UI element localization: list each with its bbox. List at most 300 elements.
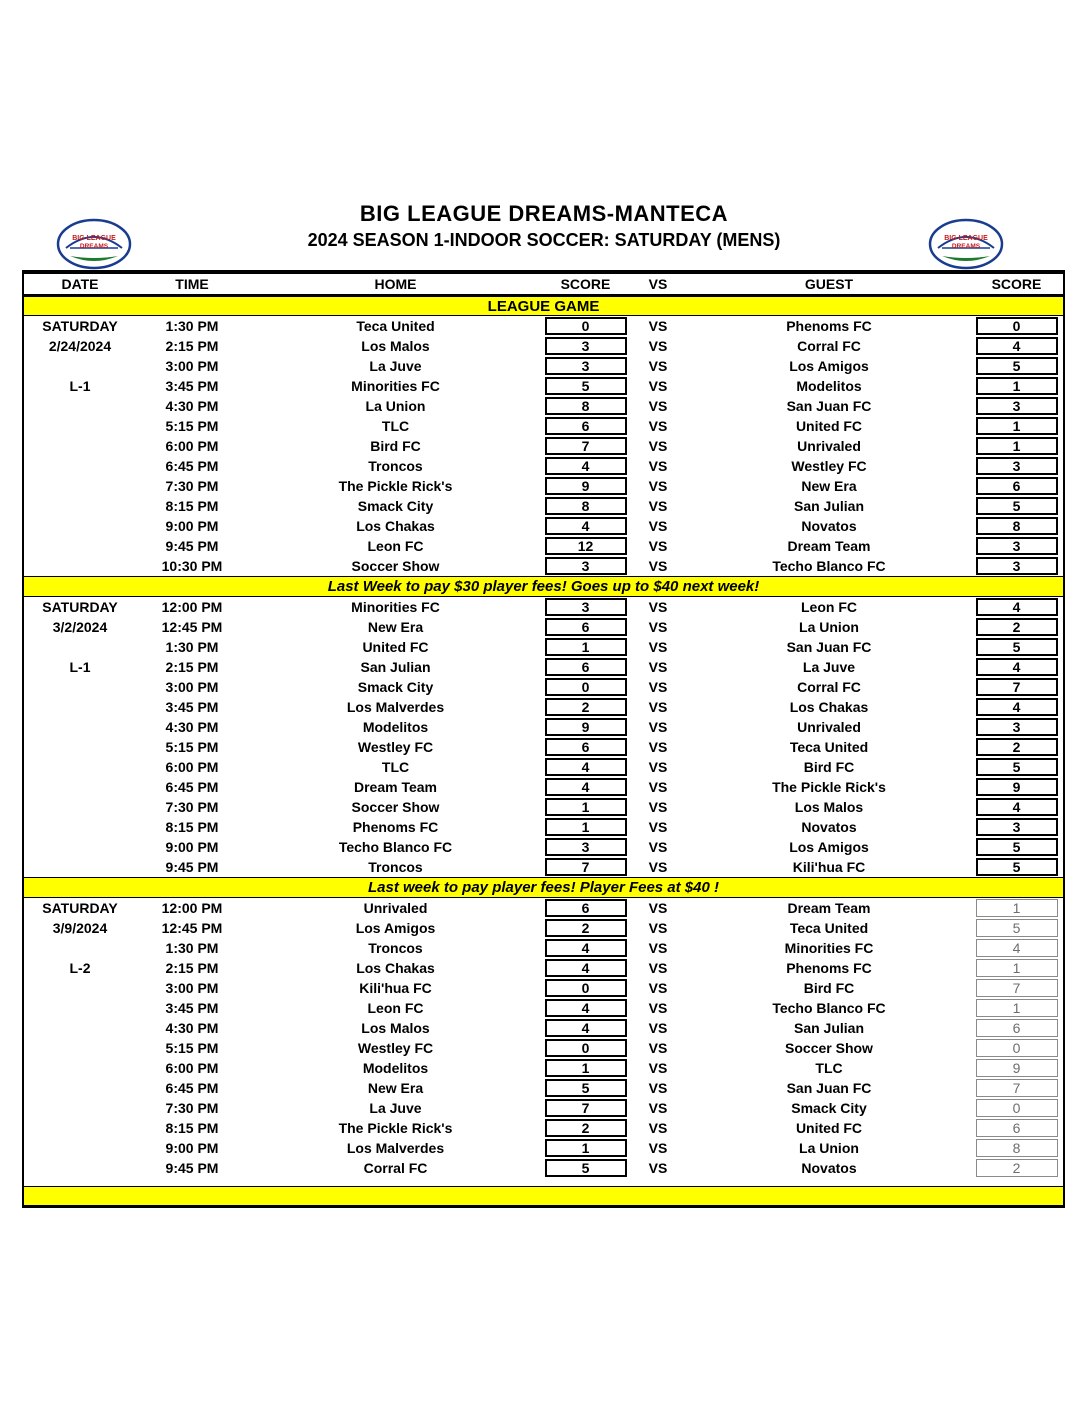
game-row [24, 597, 1063, 617]
guest-score-cell [970, 477, 1063, 495]
guest-team-label: Novatos [801, 819, 857, 835]
guest-team-label: Techo Blanco FC [772, 1000, 886, 1016]
game-row [24, 797, 1063, 817]
home-score-value: 1 [545, 798, 627, 816]
guest-team-label: United FC [795, 1120, 863, 1136]
game-row [24, 697, 1063, 717]
home-score-value: 3 [545, 557, 627, 575]
vs-label: VS [648, 1160, 668, 1176]
home-team-label: Teca United [356, 318, 435, 334]
guest-score-value: 5 [976, 357, 1058, 375]
guest-team-label: Dream Team [787, 900, 871, 916]
game-row [24, 837, 1063, 857]
home-team-label: Los Malos [361, 1020, 430, 1036]
game-row [24, 938, 1063, 958]
time-label: 7:30 PM [165, 478, 219, 494]
vs-label: VS [648, 1060, 668, 1076]
game-row [24, 496, 1063, 516]
guest-score-cell [970, 1099, 1063, 1117]
schedule-section-3 [24, 898, 1063, 1178]
home-score-cell [543, 1079, 628, 1097]
game-row [24, 677, 1063, 697]
time-label: 3:00 PM [165, 980, 219, 996]
guest-team-label: Novatos [801, 1160, 857, 1176]
guest-team-label: United FC [795, 418, 863, 434]
guest-score-cell [970, 397, 1063, 415]
date-label: 2/24/2024 [48, 338, 112, 354]
guest-team-label: TLC [815, 1060, 843, 1076]
home-team-label: Minorities FC [351, 378, 440, 394]
guest-score-cell [970, 738, 1063, 756]
home-score-cell [543, 1119, 628, 1137]
home-team-label: Phenoms FC [352, 819, 439, 835]
home-score-cell [543, 678, 628, 696]
time-label: 12:45 PM [161, 619, 223, 635]
time-label: 9:00 PM [165, 839, 219, 855]
column-header-score: SCORE [560, 276, 611, 292]
time-label: 10:30 PM [161, 558, 223, 574]
vs-label: VS [648, 739, 668, 755]
home-score-cell [543, 999, 628, 1017]
guest-score-value: 3 [976, 818, 1058, 836]
guest-team-label: Los Malos [794, 799, 864, 815]
home-score-value: 4 [545, 778, 627, 796]
home-score-cell [543, 497, 628, 515]
guest-score-cell [970, 1019, 1063, 1037]
game-row [24, 1138, 1063, 1158]
home-team-label: La Juve [369, 1100, 422, 1116]
time-label: 4:30 PM [165, 398, 219, 414]
guest-team-label: San Julian [793, 1020, 865, 1036]
guest-score-cell [970, 939, 1063, 957]
fees-banner: Last Week to pay $30 player fees! Goes up to $40 next week! [24, 576, 1063, 597]
game-row [24, 1078, 1063, 1098]
schedule-section-1 [24, 316, 1063, 597]
home-team-label: Soccer Show [351, 799, 440, 815]
game-row [24, 1158, 1063, 1178]
vs-label: VS [648, 859, 668, 875]
guest-score-cell [970, 798, 1063, 816]
vs-label: VS [648, 799, 668, 815]
home-score-cell [543, 979, 628, 997]
game-row [24, 1038, 1063, 1058]
home-score-value: 3 [545, 838, 627, 856]
guest-score-cell [970, 1159, 1063, 1177]
home-score-cell [543, 1039, 628, 1057]
vs-label: VS [648, 920, 668, 936]
game-row [24, 456, 1063, 476]
vs-label: VS [648, 599, 668, 615]
guest-score-cell [970, 658, 1063, 676]
guest-team-label: New Era [801, 478, 857, 494]
game-row [24, 637, 1063, 657]
home-score-value: 4 [545, 1019, 627, 1037]
home-score-cell [543, 698, 628, 716]
home-team-label: Dream Team [353, 779, 437, 795]
home-score-cell [543, 417, 628, 435]
guest-score-value: 0 [976, 317, 1058, 335]
home-team-label: La Juve [369, 358, 422, 374]
time-label: 2:15 PM [165, 338, 219, 354]
home-score-value: 0 [545, 317, 627, 335]
guest-score-cell [970, 698, 1063, 716]
time-label: 6:00 PM [165, 1060, 219, 1076]
vs-label: VS [648, 538, 668, 554]
home-score-cell [543, 337, 628, 355]
guest-score-cell [970, 598, 1063, 616]
game-row [24, 1058, 1063, 1078]
guest-score-value: 7 [976, 1079, 1058, 1097]
guest-score-cell [970, 999, 1063, 1017]
home-score-cell [543, 838, 628, 856]
guest-score-value: 3 [976, 718, 1058, 736]
home-score-value: 0 [545, 979, 627, 997]
guest-score-cell [970, 838, 1063, 856]
guest-score-value: 1 [976, 959, 1058, 977]
guest-score-cell [970, 457, 1063, 475]
guest-score-value: 1 [976, 377, 1058, 395]
home-score-cell [543, 317, 628, 335]
vs-label: VS [648, 839, 668, 855]
home-score-cell [543, 638, 628, 656]
guest-score-value: 2 [976, 1159, 1058, 1177]
vs-label: VS [648, 418, 668, 434]
home-score-value: 1 [545, 818, 627, 836]
game-row [24, 476, 1063, 496]
vs-label: VS [648, 1100, 668, 1116]
home-score-value: 4 [545, 517, 627, 535]
game-row [24, 958, 1063, 978]
home-score-value: 6 [545, 738, 627, 756]
home-team-label: Troncos [368, 458, 423, 474]
home-score-cell [543, 437, 628, 455]
guest-score-value: 3 [976, 557, 1058, 575]
home-score-value: 4 [545, 758, 627, 776]
guest-score-value: 4 [976, 798, 1058, 816]
home-team-label: Techo Blanco FC [338, 839, 453, 855]
guest-score-value: 5 [976, 919, 1058, 937]
guest-score-cell [970, 357, 1063, 375]
game-row [24, 918, 1063, 938]
vs-label: VS [648, 1140, 668, 1156]
guest-score-cell [970, 778, 1063, 796]
vs-label: VS [648, 659, 668, 675]
home-score-cell [543, 1059, 628, 1077]
home-team-label: Minorities FC [351, 599, 440, 615]
home-score-cell [543, 477, 628, 495]
game-row [24, 1118, 1063, 1138]
game-row [24, 777, 1063, 797]
vs-label: VS [648, 338, 668, 354]
home-team-label: Leon FC [367, 1000, 424, 1016]
home-score-cell [543, 778, 628, 796]
time-label: 9:00 PM [165, 1140, 219, 1156]
home-score-cell [543, 1019, 628, 1037]
home-score-cell [543, 1159, 628, 1177]
home-score-cell [543, 798, 628, 816]
home-score-value: 7 [545, 437, 627, 455]
home-score-value: 12 [545, 537, 627, 555]
guest-score-value: 1 [976, 417, 1058, 435]
guest-score-cell [970, 959, 1063, 977]
time-label: 1:30 PM [165, 639, 219, 655]
guest-team-label: Phenoms FC [786, 960, 872, 976]
vs-label: VS [648, 639, 668, 655]
vs-label: VS [648, 1120, 668, 1136]
fees-banner: Last week to pay player fees! Player Fees at $40 ! [24, 877, 1063, 898]
home-score-cell [543, 377, 628, 395]
home-team-label: Smack City [357, 498, 434, 514]
home-team-label: Soccer Show [351, 558, 440, 574]
vs-label: VS [648, 398, 668, 414]
column-header-guest: GUEST [804, 276, 854, 292]
guest-team-label: Corral FC [797, 338, 861, 354]
vs-label: VS [648, 1020, 668, 1036]
time-label: 5:15 PM [165, 739, 219, 755]
vs-label: VS [648, 1040, 668, 1056]
home-team-label: Smack City [357, 679, 434, 695]
time-label: 4:30 PM [165, 719, 219, 735]
guest-score-cell [970, 858, 1063, 876]
time-label: 2:15 PM [165, 659, 219, 675]
time-label: 6:45 PM [165, 1080, 219, 1096]
time-label: 6:45 PM [165, 779, 219, 795]
game-row [24, 556, 1063, 576]
guest-score-value: 9 [976, 1059, 1058, 1077]
home-score-cell [543, 658, 628, 676]
guest-team-label: San Julian [793, 498, 865, 514]
guest-team-label: La Union [799, 619, 859, 635]
home-team-label: Los Amigos [355, 920, 436, 936]
vs-label: VS [648, 558, 668, 574]
guest-score-cell [970, 417, 1063, 435]
guest-score-value: 5 [976, 838, 1058, 856]
time-label: 7:30 PM [165, 799, 219, 815]
home-team-label: Los Chakas [356, 960, 435, 976]
guest-score-cell [970, 557, 1063, 575]
home-score-value: 4 [545, 939, 627, 957]
guest-score-cell [970, 919, 1063, 937]
page-subtitle: 2024 SEASON 1-INDOOR SOCCER: SATURDAY (MENS) [307, 230, 781, 250]
guest-team-label: Los Amigos [789, 839, 869, 855]
home-team-label: Modelitos [362, 719, 429, 735]
home-score-value: 4 [545, 999, 627, 1017]
guest-score-value: 2 [976, 738, 1058, 756]
guest-team-label: Dream Team [787, 538, 871, 554]
svg-text:BIG LEAGUE: BIG LEAGUE [72, 235, 116, 242]
home-team-label: Troncos [368, 940, 423, 956]
guest-score-cell [970, 497, 1063, 515]
home-team-label: TLC [381, 759, 410, 775]
home-score-cell [543, 738, 628, 756]
vs-label: VS [648, 699, 668, 715]
vs-label: VS [648, 960, 668, 976]
svg-text:BIG LEAGUE: BIG LEAGUE [944, 235, 988, 242]
home-score-value: 2 [545, 919, 627, 937]
home-score-cell [543, 537, 628, 555]
guest-score-cell [970, 377, 1063, 395]
home-score-cell [543, 718, 628, 736]
time-label: 5:15 PM [165, 1040, 219, 1056]
game-row [24, 316, 1063, 336]
time-label: 9:45 PM [165, 538, 219, 554]
guest-team-label: Novatos [801, 518, 857, 534]
guest-score-value: 5 [976, 638, 1058, 656]
home-score-value: 7 [545, 858, 627, 876]
big-league-dreams-logo-icon [928, 218, 1004, 270]
guest-score-value: 6 [976, 477, 1058, 495]
home-team-label: Los Chakas [356, 518, 435, 534]
header-titles [0, 201, 1088, 251]
guest-score-cell [970, 979, 1063, 997]
guest-score-cell [970, 1139, 1063, 1157]
vs-label: VS [648, 498, 668, 514]
vs-label: VS [648, 679, 668, 695]
home-score-value: 6 [545, 618, 627, 636]
home-score-value: 0 [545, 678, 627, 696]
vs-label: VS [648, 980, 668, 996]
vs-label: VS [648, 438, 668, 454]
home-score-cell [543, 919, 628, 937]
home-score-value: 5 [545, 1159, 627, 1177]
home-score-value: 7 [545, 1099, 627, 1117]
home-score-value: 9 [545, 477, 627, 495]
day-label: SATURDAY [42, 318, 118, 334]
home-team-label: The Pickle Rick's [338, 478, 453, 494]
home-team-label: TLC [381, 418, 410, 434]
game-row [24, 436, 1063, 456]
page-title: BIG LEAGUE DREAMS-MANTECA [359, 201, 729, 226]
column-header-home: HOME [374, 276, 417, 292]
vs-label: VS [648, 719, 668, 735]
home-team-label: The Pickle Rick's [338, 1120, 453, 1136]
bottom-yellow-bar [24, 1186, 1063, 1206]
schedule-section-2 [24, 597, 1063, 898]
guest-score-value: 0 [976, 1099, 1058, 1117]
game-row [24, 617, 1063, 637]
home-team-label: Westley FC [357, 1040, 434, 1056]
vs-label: VS [648, 1000, 668, 1016]
game-row [24, 336, 1063, 356]
column-header-date: DATE [61, 276, 99, 292]
time-label: 3:45 PM [165, 378, 219, 394]
home-team-label: United FC [362, 639, 429, 655]
home-score-value: 1 [545, 638, 627, 656]
time-label: 1:30 PM [165, 318, 219, 334]
time-label: 12:45 PM [161, 920, 223, 936]
home-score-value: 8 [545, 497, 627, 515]
time-label: 12:00 PM [161, 599, 223, 615]
game-row [24, 998, 1063, 1018]
home-score-cell [543, 517, 628, 535]
vs-label: VS [648, 358, 668, 374]
time-label: 9:45 PM [165, 859, 219, 875]
home-score-cell [543, 457, 628, 475]
guest-team-label: The Pickle Rick's [772, 779, 886, 795]
home-score-value: 2 [545, 698, 627, 716]
game-row [24, 717, 1063, 737]
vs-label: VS [648, 779, 668, 795]
guest-team-label: Westley FC [791, 458, 867, 474]
guest-team-label: Los Chakas [789, 699, 869, 715]
game-row [24, 757, 1063, 777]
home-score-value: 6 [545, 658, 627, 676]
guest-team-label: San Juan FC [786, 398, 872, 414]
time-label: 12:00 PM [161, 900, 223, 916]
home-score-cell [543, 939, 628, 957]
date-label: 3/2/2024 [52, 619, 108, 635]
vs-label: VS [648, 819, 668, 835]
guest-team-label: Modelitos [796, 378, 862, 394]
date-label: 3/9/2024 [52, 920, 108, 936]
guest-team-label: Los Amigos [789, 358, 869, 374]
home-team-label: Kili'hua FC [359, 980, 432, 996]
svg-text:DREAMS: DREAMS [79, 243, 109, 250]
guest-score-value: 1 [976, 899, 1058, 917]
guest-score-cell [970, 718, 1063, 736]
vs-label: VS [648, 619, 668, 635]
guest-team-label: Minorities FC [784, 940, 874, 956]
guest-score-value: 3 [976, 537, 1058, 555]
time-label: 9:45 PM [165, 1160, 219, 1176]
game-row [24, 857, 1063, 877]
table-header-row [24, 274, 1063, 296]
game-row [24, 657, 1063, 677]
guest-score-value: 6 [976, 1119, 1058, 1137]
guest-score-value: 7 [976, 979, 1058, 997]
game-row [24, 396, 1063, 416]
home-team-label: Corral FC [363, 1160, 428, 1176]
home-score-cell [543, 1139, 628, 1157]
game-row [24, 737, 1063, 757]
home-score-value: 5 [545, 1079, 627, 1097]
guest-team-label: Corral FC [797, 679, 861, 695]
day-label: SATURDAY [42, 599, 118, 615]
guest-team-label: Soccer Show [785, 1040, 873, 1056]
guest-score-value: 6 [976, 1019, 1058, 1037]
time-label: 6:00 PM [165, 759, 219, 775]
guest-score-cell [970, 1079, 1063, 1097]
home-score-cell [543, 899, 628, 917]
guest-score-value: 8 [976, 1139, 1058, 1157]
home-team-label: Los Malverdes [346, 1140, 445, 1156]
home-score-value: 0 [545, 1039, 627, 1057]
guest-team-label: San Juan FC [786, 639, 872, 655]
time-label: 6:45 PM [165, 458, 219, 474]
game-row [24, 416, 1063, 436]
time-label: 1:30 PM [165, 940, 219, 956]
time-label: 3:00 PM [165, 679, 219, 695]
home-score-value: 3 [545, 337, 627, 355]
guest-score-value: 0 [976, 1039, 1058, 1057]
home-score-value: 8 [545, 397, 627, 415]
home-team-label: San Julian [360, 659, 431, 675]
home-score-value: 6 [545, 417, 627, 435]
home-score-value: 3 [545, 598, 627, 616]
guest-score-cell [970, 1059, 1063, 1077]
day-label: SATURDAY [42, 900, 118, 916]
guest-score-cell [970, 1119, 1063, 1137]
home-score-value: 4 [545, 959, 627, 977]
vs-label: VS [648, 478, 668, 494]
home-score-cell [543, 357, 628, 375]
guest-score-cell [970, 618, 1063, 636]
time-label: 3:00 PM [165, 358, 219, 374]
guest-score-cell [970, 537, 1063, 555]
home-team-label: Los Malos [361, 338, 430, 354]
guest-score-cell [970, 818, 1063, 836]
guest-score-value: 1 [976, 999, 1058, 1017]
